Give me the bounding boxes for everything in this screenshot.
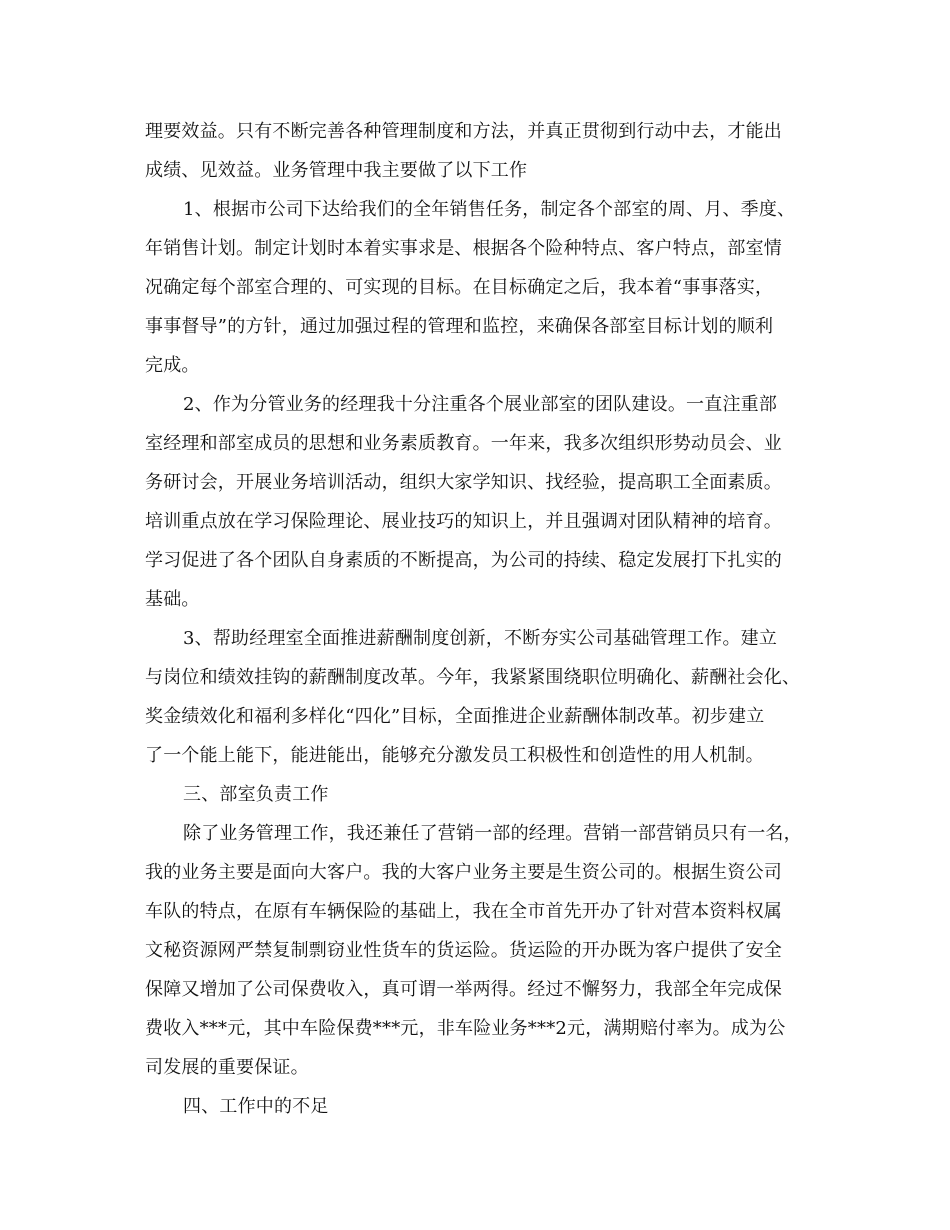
text-line: 事事督导”的方针，通过加强过程的管理和监控，来确保各部室目标计划的顺利 (145, 316, 774, 337)
section-heading: 三、部室负责工作 (183, 784, 329, 805)
text-line: 保障又增加了公司保费收入，真可谓一举两得。经过不懈努力，我部全年完成保 (145, 979, 782, 1000)
text-line: 了一个能上能下，能进能出，能够充分激发员工积极性和创造性的用人机制。 (145, 745, 764, 766)
text-line: 司发展的重要保证。 (145, 1057, 309, 1078)
text-line: 奖金绩效化和福利多样化“四化”目标，全面推进企业薪酬体制改革。初步建立 (145, 706, 765, 727)
text-line: 我的业务主要是面向大客户。我的大客户业务主要是生资公司的。根据生资公司 (145, 862, 782, 883)
section-heading: 四、工作中的不足 (183, 1096, 329, 1117)
text-line: 完成。 (145, 355, 200, 376)
text-line: 理要效益。只有不断完善各种管理制度和方法，并真正贯彻到行动中去，才能出 (145, 121, 782, 142)
text-line: 费收入***元，其中车险保费***元，非车险业务***2元，满期赔付率为。成为公 (145, 1018, 786, 1039)
text-line: 车队的特点，在原有车辆保险的基础上，我在全市首先开办了针对营本资料权属 (145, 901, 782, 922)
paragraph-first-line: 3、帮助经理室全面推进薪酬制度创新，不断夯实公司基础管理工作。建立 (183, 628, 778, 649)
paragraph-first-line: 除了业务管理工作，我还兼任了营销一部的经理。营销一部营销员只有一名， (183, 823, 802, 844)
text-line: 学习促进了各个团队自身素质的不断提高，为公司的持续、稳定发展打下扎实的 (145, 550, 782, 571)
text-line: 况确定每个部室合理的、可实现的目标。在目标确定之后，我本着“事事落实， (145, 277, 774, 298)
paragraph-first-line: 1、根据市公司下达给我们的全年销售任务，制定各个部室的周、月、季度、 (183, 199, 796, 220)
text-line: 与岗位和绩效挂钩的薪酬制度改革。今年，我紧紧围绕职位明确化、薪酬社会化、 (145, 667, 801, 688)
paragraph-first-line: 2、作为分管业务的经理我十分注重各个展业部室的团队建设。一直注重部 (183, 394, 778, 415)
text-line: 基础。 (145, 589, 200, 610)
text-line: 务研讨会，开展业务培训活动，组织大家学知识、找经验，提高职工全面素质。 (145, 472, 782, 493)
text-line: 室经理和部室成员的思想和业务素质教育。一年来，我多次组织形势动员会、业 (145, 433, 782, 454)
document-body (145, 112, 825, 1126)
text-line: 培训重点放在学习保险理论、展业技巧的知识上，并且强调对团队精神的培育。 (145, 511, 782, 532)
text-line: 文秘资源网严禁复制剽窃业性货车的货运险。货运险的开办既为客户提供了安全 (145, 940, 782, 961)
text-line: 成绩、见效益。业务管理中我主要做了以下工作 (145, 160, 528, 181)
text-line: 年销售计划。制定计划时本着实事求是、根据各个险种特点、客户特点，部室情 (145, 238, 782, 259)
